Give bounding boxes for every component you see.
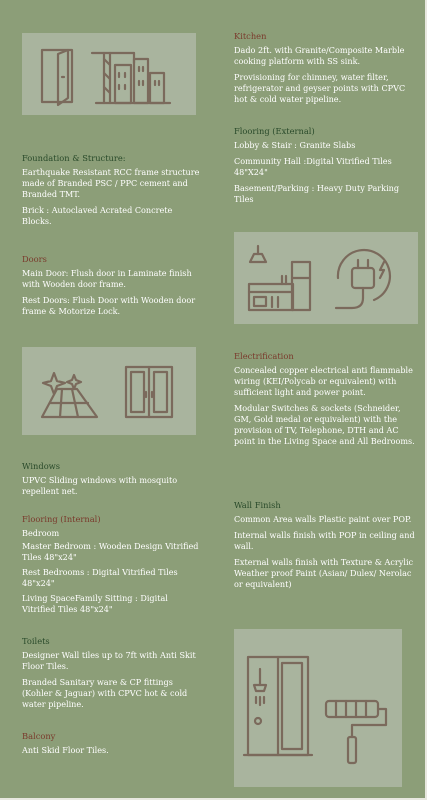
foundation-text-1: Earthquake Resistant RCC frame structure made of Branded PSC / PPC cement and Branded TMT.: [22, 167, 200, 199]
doors-heading: Doors: [22, 254, 47, 264]
wall-finish-text-2: Internal walls finish with POP in ceiling and wall.: [234, 530, 415, 551]
flooring-internal-section: [22, 514, 200, 620]
paint-roller-icon: [234, 629, 402, 787]
foundation-text-2: Brick : Autoclaved Acrated Concrete Blocks.: [22, 205, 173, 226]
plug-icon: [234, 232, 418, 324]
toilets-heading: Toilets: [22, 636, 50, 646]
electrification-section: [234, 351, 418, 452]
toilets-text-2: Branded Sanitary ware & CP fittings (Kohler & Jaguar) with CPVC hot & cold water pipeline.: [22, 677, 188, 709]
electrification-heading: Electrification: [234, 351, 294, 361]
flooring-external-section: [234, 126, 418, 210]
doors-section: [22, 254, 200, 322]
flooring-external-text-2: Community Hall :Digital Vitrified Tiles 48"X24": [234, 156, 392, 177]
flooring-internal-item: Master Bedroom : Wooden Design Vitrified Tiles 48"x24": [22, 541, 199, 562]
shower-paint-panel: [234, 629, 402, 787]
toilets-text-1: Designer Wall tiles up to 7ft with Anti Skit Floor Tiles.: [22, 650, 196, 671]
wall-finish-text-1: Common Area walls Plastic paint over POP.: [234, 514, 412, 524]
kitchen-text-2: Provisioning for chimney, water filter, refrigerator and geyser points with CPVC hot & cold water pipeline.: [234, 72, 406, 104]
foundation-heading: Foundation & Structure:: [22, 153, 126, 163]
balcony-heading: Balcony: [22, 731, 56, 741]
toilets-section: [22, 636, 200, 715]
doors-text-2: Rest Doors: Flush Door with Wooden door frame & Motorize Lock.: [22, 295, 196, 316]
flooring-internal-item: Living SpaceFamily Sitting : Digital Vitrified Tiles 48"x24": [22, 593, 168, 614]
tiles-window-panel: [22, 347, 196, 435]
flooring-internal-heading: Flooring (Internal): [22, 514, 101, 524]
kitchen-heading: Kitchen: [234, 31, 267, 41]
window-icon: [22, 347, 196, 435]
flooring-external-heading: Flooring (External): [234, 126, 315, 136]
balcony-text-1: Anti Skid Floor Tiles.: [22, 745, 109, 755]
windows-section: [22, 461, 200, 502]
wall-finish-section: [234, 500, 418, 595]
kitchen-electric-panel: [234, 232, 418, 324]
door-icon: [22, 33, 196, 115]
door-construction-panel: [22, 33, 196, 115]
electrification-text-2: Modular Switches & sockets (Schneider, GM, Gold medal or equivalent) with the provision of TV, Telephone, DTH and AC point in the Living Space and All Bedrooms.: [234, 403, 415, 446]
windows-heading: Windows: [22, 461, 61, 471]
balcony-section: [22, 731, 200, 761]
foundation-section: [22, 153, 200, 232]
wall-finish-heading: Wall Finish: [234, 500, 281, 510]
windows-text-1: UPVC Sliding windows with mosquito repellent net.: [22, 475, 178, 496]
flooring-internal-item: Rest Bedrooms : Digital Vitrified Tiles 48"x24": [22, 567, 178, 588]
flooring-internal-item: Bedroom: [22, 528, 60, 538]
kitchen-text-1: Dado 2ft. with Granite/Composite Marble cooking platform with SS sink.: [234, 45, 405, 66]
kitchen-section: [234, 31, 418, 110]
flooring-external-text-1: Lobby & Stair : Granite Slabs: [234, 140, 356, 150]
wall-finish-text-3: External walls finish with Texture & Acrylic Weather proof Paint (Asian/ Dulex/ Nerolac or equivalent): [234, 557, 414, 589]
doors-text-1: Main Door: Flush door in Laminate finish with Wooden door frame.: [22, 268, 192, 289]
electrification-text-1: Concealed copper electrical anti flammable wiring (KEI/Polycab or equivalent) with sufficient light and power point.: [234, 365, 413, 397]
flooring-external-text-3: Basement/Parking : Heavy Duty Parking Tiles: [234, 183, 400, 204]
